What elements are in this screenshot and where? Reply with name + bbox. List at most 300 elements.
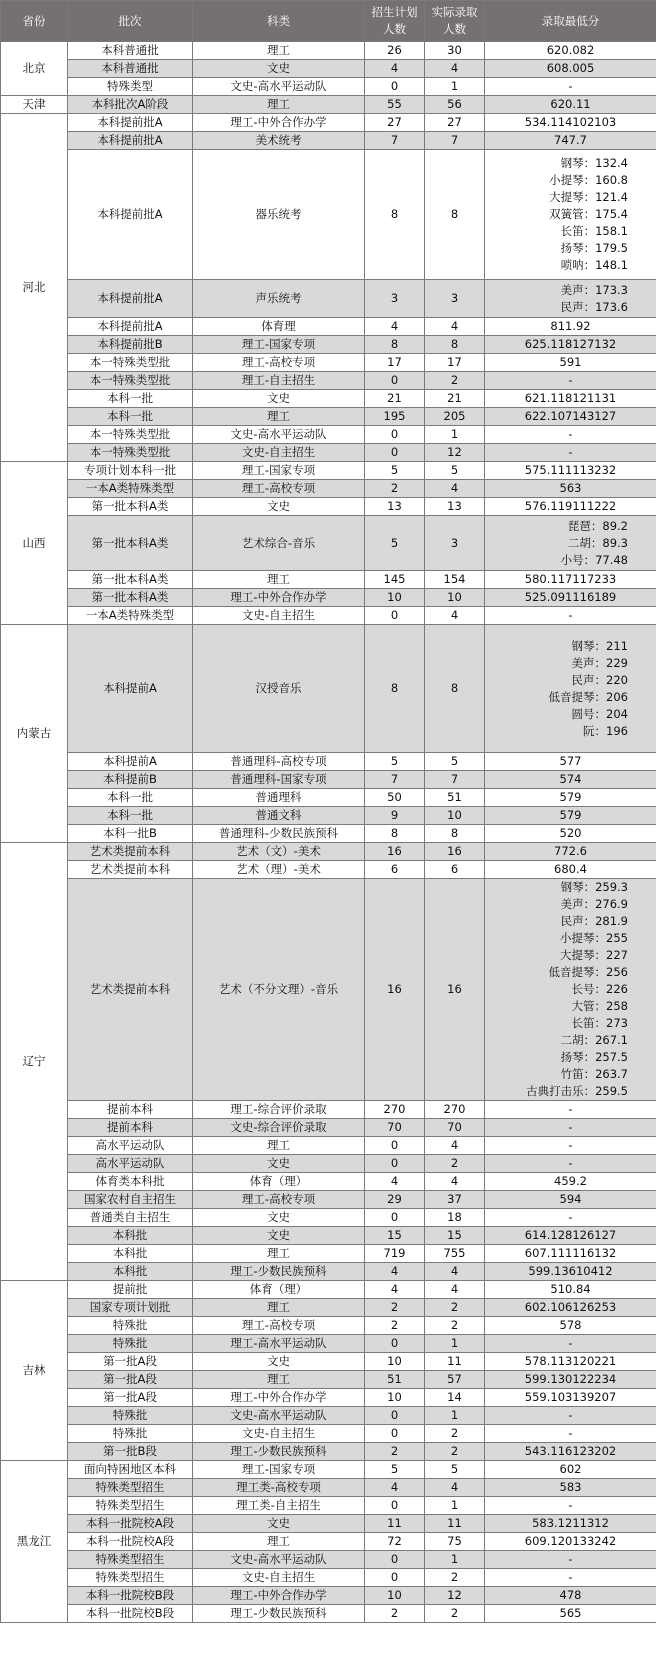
table-row xyxy=(1,1551,656,1569)
min-score-cell: 543.116123202 xyxy=(485,1443,656,1461)
actual-count-cell: 11 xyxy=(425,1515,485,1533)
batch-cell: 专项计划本科一批 xyxy=(68,462,193,480)
actual-count-cell: 6 xyxy=(425,861,485,879)
min-score-cell: 614.128126127 xyxy=(485,1227,656,1245)
category-cell: 理工-高校专项 xyxy=(193,480,365,498)
min-score-cell: 525.091116189 xyxy=(485,589,656,607)
batch-cell: 特殊批 xyxy=(68,1335,193,1353)
batch-cell: 本科一批 xyxy=(68,807,193,825)
category-cell: 文史-高水平运动队 xyxy=(193,78,365,96)
plan-count-cell: 26 xyxy=(365,42,425,60)
province-cell: 北京 xyxy=(1,42,68,96)
category-cell: 理工-高校专项 xyxy=(193,354,365,372)
instrument-score: 大提琴：121.4 xyxy=(549,190,628,204)
plan-count-cell: 10 xyxy=(365,1389,425,1407)
category-cell: 汉授音乐 xyxy=(193,625,365,753)
plan-count-cell: 0 xyxy=(365,426,425,444)
instrument-score: 低音提琴：256 xyxy=(548,965,628,979)
min-score-cell: - xyxy=(485,1119,656,1137)
instrument-score: 竹笛：263.7 xyxy=(560,1067,628,1081)
actual-count-cell: 5 xyxy=(425,1461,485,1479)
instrument-score: 美声：173.3 xyxy=(560,282,628,297)
category-cell: 理工 xyxy=(193,96,365,114)
actual-count-cell: 51 xyxy=(425,789,485,807)
batch-cell: 普通类自主招生 xyxy=(68,1209,193,1227)
batch-cell: 本一特殊类型批 xyxy=(68,372,193,390)
batch-cell: 一本A类特殊类型 xyxy=(68,480,193,498)
batch-cell: 第一批本科A类 xyxy=(68,498,193,516)
actual-count-cell: 4 xyxy=(425,1173,485,1191)
actual-count-cell: 16 xyxy=(425,843,485,861)
plan-count-cell: 6 xyxy=(365,861,425,879)
plan-count-cell: 0 xyxy=(365,607,425,625)
min-score-cell: 772.6 xyxy=(485,843,656,861)
actual-count-cell: 1 xyxy=(425,1551,485,1569)
actual-count-cell: 1 xyxy=(425,426,485,444)
table-row xyxy=(1,78,656,96)
batch-cell: 本科一批 xyxy=(68,789,193,807)
min-score-cell xyxy=(485,516,656,571)
category-cell: 文史-综合评价录取 xyxy=(193,1119,365,1137)
category-cell: 理工-国家专项 xyxy=(193,336,365,354)
category-cell: 理工-高水平运动队 xyxy=(193,1335,365,1353)
plan-count-cell: 719 xyxy=(365,1245,425,1263)
batch-cell: 高水平运动队 xyxy=(68,1137,193,1155)
min-score-cell: - xyxy=(485,1137,656,1155)
min-score-cell: 583 xyxy=(485,1479,656,1497)
plan-count-cell: 55 xyxy=(365,96,425,114)
instrument-score: 小提琴：160.8 xyxy=(549,173,628,187)
min-score-cell: 594 xyxy=(485,1191,656,1209)
actual-count-cell: 10 xyxy=(425,589,485,607)
min-score-cell xyxy=(485,150,656,280)
plan-count-cell: 4 xyxy=(365,1281,425,1299)
min-score-cell: - xyxy=(485,78,656,96)
category-cell: 理工类-自主招生 xyxy=(193,1497,365,1515)
instrument-score: 二胡：89.3 xyxy=(567,535,628,550)
batch-cell: 本科一批B xyxy=(68,825,193,843)
province-cell: 辽宁 xyxy=(1,843,68,1281)
min-score-cell: - xyxy=(485,1425,656,1443)
category-cell: 文史-高水平运动队 xyxy=(193,1551,365,1569)
category-cell: 普通理科-国家专项 xyxy=(193,771,365,789)
min-score-cell: 583.1211312 xyxy=(485,1515,656,1533)
category-cell: 理工-综合评价录取 xyxy=(193,1101,365,1119)
table-row xyxy=(1,1317,656,1335)
min-score-cell: 622.107143127 xyxy=(485,408,656,426)
actual-count-cell: 2 xyxy=(425,1425,485,1443)
min-score-cell: 577 xyxy=(485,753,656,771)
batch-cell: 第一批本科A类 xyxy=(68,589,193,607)
actual-count-cell: 3 xyxy=(425,516,485,571)
plan-count-cell: 145 xyxy=(365,571,425,589)
plan-count-cell: 21 xyxy=(365,390,425,408)
batch-cell: 国家农村自主招生 xyxy=(68,1191,193,1209)
plan-count-cell: 0 xyxy=(365,1551,425,1569)
actual-count-cell: 18 xyxy=(425,1209,485,1227)
table-row xyxy=(1,771,656,789)
category-cell: 理工 xyxy=(193,1533,365,1551)
plan-count-cell: 8 xyxy=(365,625,425,753)
min-score-cell: - xyxy=(485,1101,656,1119)
actual-count-cell: 30 xyxy=(425,42,485,60)
header-row xyxy=(1,1,656,42)
batch-cell: 本科普通批 xyxy=(68,60,193,78)
batch-cell: 本科普通批 xyxy=(68,42,193,60)
header-batch: 批次 xyxy=(68,1,193,42)
instrument-score: 小号：77.48 xyxy=(560,552,628,567)
category-cell: 器乐统考 xyxy=(193,150,365,280)
category-cell: 理工-自主招生 xyxy=(193,372,365,390)
plan-count-cell: 16 xyxy=(365,843,425,861)
category-cell: 文史 xyxy=(193,1155,365,1173)
table-row xyxy=(1,1425,656,1443)
table-row xyxy=(1,789,656,807)
batch-cell: 艺术类提前本科 xyxy=(68,879,193,1101)
batch-cell: 本科批 xyxy=(68,1227,193,1245)
batch-cell: 本一特殊类型批 xyxy=(68,444,193,462)
instrument-score: 扬琴：179.5 xyxy=(560,241,628,255)
category-cell: 理工 xyxy=(193,408,365,426)
table-row xyxy=(1,408,656,426)
category-cell: 理工-少数民族预科 xyxy=(193,1263,365,1281)
actual-count-cell: 4 xyxy=(425,60,485,78)
category-cell: 体育（理） xyxy=(193,1281,365,1299)
category-cell: 美术统考 xyxy=(193,132,365,150)
actual-count-cell: 56 xyxy=(425,96,485,114)
actual-count-cell: 14 xyxy=(425,1389,485,1407)
category-cell: 理工 xyxy=(193,1299,365,1317)
category-cell: 艺术（理）-美术 xyxy=(193,861,365,879)
batch-cell: 本科提前B xyxy=(68,771,193,789)
min-score-cell: 478 xyxy=(485,1587,656,1605)
plan-count-cell: 0 xyxy=(365,1407,425,1425)
table-row xyxy=(1,1605,656,1623)
category-cell: 文史 xyxy=(193,1353,365,1371)
table-row xyxy=(1,825,656,843)
min-score-cell: 579 xyxy=(485,789,656,807)
table-row xyxy=(1,1443,656,1461)
min-score-cell: 580.117117233 xyxy=(485,571,656,589)
min-score-cell: 607.111116132 xyxy=(485,1245,656,1263)
plan-count-cell: 72 xyxy=(365,1533,425,1551)
min-score-cell: 459.2 xyxy=(485,1173,656,1191)
table-row xyxy=(1,1263,656,1281)
header-plan: 招生计划人数 xyxy=(365,1,425,42)
table-row xyxy=(1,60,656,78)
min-score-cell: 602.106126253 xyxy=(485,1299,656,1317)
table-row xyxy=(1,150,656,280)
min-score-cell: - xyxy=(485,1497,656,1515)
table-row xyxy=(1,1173,656,1191)
plan-count-cell: 5 xyxy=(365,462,425,480)
min-score-cell: 599.130122234 xyxy=(485,1371,656,1389)
plan-count-cell: 17 xyxy=(365,354,425,372)
plan-count-cell: 9 xyxy=(365,807,425,825)
category-cell: 文史-高水平运动队 xyxy=(193,1407,365,1425)
batch-cell: 本科提前批A xyxy=(68,150,193,280)
instrument-score: 民声：281.9 xyxy=(560,914,628,928)
actual-count-cell: 13 xyxy=(425,498,485,516)
actual-count-cell: 2 xyxy=(425,1317,485,1335)
actual-count-cell: 2 xyxy=(425,1605,485,1623)
actual-count-cell: 755 xyxy=(425,1245,485,1263)
plan-count-cell: 29 xyxy=(365,1191,425,1209)
category-cell: 体育（理） xyxy=(193,1173,365,1191)
table-body xyxy=(1,42,656,1623)
category-cell: 普通理科-高校专项 xyxy=(193,753,365,771)
instrument-score: 长笛：273 xyxy=(571,1016,628,1030)
min-score-cell: 599.13610412 xyxy=(485,1263,656,1281)
plan-count-cell: 0 xyxy=(365,1335,425,1353)
instrument-score: 钢琴：132.4 xyxy=(560,156,628,170)
category-cell: 理工-国家专项 xyxy=(193,1461,365,1479)
batch-cell: 本科一批院校B段 xyxy=(68,1605,193,1623)
min-score-cell: - xyxy=(485,1335,656,1353)
actual-count-cell: 12 xyxy=(425,444,485,462)
actual-count-cell: 154 xyxy=(425,571,485,589)
actual-count-cell: 205 xyxy=(425,408,485,426)
actual-count-cell: 4 xyxy=(425,318,485,336)
batch-cell: 体育类本科批 xyxy=(68,1173,193,1191)
category-cell: 声乐统考 xyxy=(193,280,365,318)
instrument-score: 民声：173.6 xyxy=(560,299,628,314)
plan-count-cell: 4 xyxy=(365,1173,425,1191)
batch-cell: 本科批次A阶段 xyxy=(68,96,193,114)
actual-count-cell: 1 xyxy=(425,1335,485,1353)
actual-count-cell: 4 xyxy=(425,1263,485,1281)
table-row xyxy=(1,1155,656,1173)
instrument-score: 钢琴：211 xyxy=(571,638,628,653)
min-score-cell: 520 xyxy=(485,825,656,843)
batch-cell: 本科批 xyxy=(68,1263,193,1281)
table-row xyxy=(1,1515,656,1533)
instrument-score: 民声：220 xyxy=(571,672,628,687)
batch-cell: 本科提前A xyxy=(68,753,193,771)
plan-count-cell: 4 xyxy=(365,1479,425,1497)
actual-count-cell: 1 xyxy=(425,78,485,96)
table-row xyxy=(1,807,656,825)
batch-cell: 提前批 xyxy=(68,1281,193,1299)
instrument-score: 美声：276.9 xyxy=(560,897,628,911)
category-cell: 普通文科 xyxy=(193,807,365,825)
min-score-cell xyxy=(485,280,656,318)
category-cell: 文史 xyxy=(193,60,365,78)
table-row xyxy=(1,589,656,607)
actual-count-cell: 57 xyxy=(425,1371,485,1389)
min-score-cell: 574 xyxy=(485,771,656,789)
instrument-score: 钢琴：259.3 xyxy=(560,880,628,894)
table-row xyxy=(1,1227,656,1245)
table-row xyxy=(1,480,656,498)
table-row xyxy=(1,462,656,480)
table-row xyxy=(1,132,656,150)
batch-cell: 本科提前批B xyxy=(68,336,193,354)
instrument-score: 长笛：158.1 xyxy=(560,224,628,238)
min-score-cell xyxy=(485,879,656,1101)
plan-count-cell: 50 xyxy=(365,789,425,807)
plan-count-cell: 10 xyxy=(365,1353,425,1371)
min-score-cell: 602 xyxy=(485,1461,656,1479)
table-row xyxy=(1,1101,656,1119)
batch-cell: 艺术类提前本科 xyxy=(68,861,193,879)
category-cell: 理工 xyxy=(193,571,365,589)
batch-cell: 第一批A段 xyxy=(68,1389,193,1407)
table-row xyxy=(1,280,656,318)
category-cell: 文史 xyxy=(193,1209,365,1227)
category-cell: 理工 xyxy=(193,1371,365,1389)
header-min-score: 录取最低分 xyxy=(485,1,656,42)
plan-count-cell: 5 xyxy=(365,753,425,771)
batch-cell: 本科提前批A xyxy=(68,280,193,318)
actual-count-cell: 5 xyxy=(425,462,485,480)
category-cell: 文史 xyxy=(193,1227,365,1245)
min-score-cell: 747.7 xyxy=(485,132,656,150)
min-score-cell: 621.118121131 xyxy=(485,390,656,408)
table-row xyxy=(1,843,656,861)
plan-count-cell: 2 xyxy=(365,1605,425,1623)
min-score-cell: 563 xyxy=(485,480,656,498)
table-row xyxy=(1,1209,656,1227)
min-score-cell: 565 xyxy=(485,1605,656,1623)
actual-count-cell: 7 xyxy=(425,132,485,150)
plan-count-cell: 10 xyxy=(365,1587,425,1605)
province-cell: 吉林 xyxy=(1,1281,68,1461)
actual-count-cell: 8 xyxy=(425,825,485,843)
plan-count-cell: 0 xyxy=(365,78,425,96)
min-score-cell: 576.119111222 xyxy=(485,498,656,516)
plan-count-cell: 0 xyxy=(365,444,425,462)
min-score-cell: 575.111113232 xyxy=(485,462,656,480)
batch-cell: 本一特殊类型批 xyxy=(68,354,193,372)
category-cell: 理工-中外合作办学 xyxy=(193,114,365,132)
batch-cell: 第一批B段 xyxy=(68,1443,193,1461)
instrument-score: 双簧管：175.4 xyxy=(549,207,628,221)
table-row xyxy=(1,1587,656,1605)
plan-count-cell: 2 xyxy=(365,1443,425,1461)
table-row xyxy=(1,1335,656,1353)
min-score-cell: 578 xyxy=(485,1317,656,1335)
province-cell: 内蒙古 xyxy=(1,625,68,843)
category-cell: 理工-高校专项 xyxy=(193,1191,365,1209)
province-cell: 天津 xyxy=(1,96,68,114)
batch-cell: 第一批A段 xyxy=(68,1371,193,1389)
batch-cell: 本科批 xyxy=(68,1245,193,1263)
plan-count-cell: 2 xyxy=(365,480,425,498)
province-cell: 山西 xyxy=(1,462,68,625)
min-score-cell: 579 xyxy=(485,807,656,825)
table-row xyxy=(1,753,656,771)
batch-cell: 第一批本科A类 xyxy=(68,571,193,589)
category-cell: 文史-自主招生 xyxy=(193,1425,365,1443)
table-row xyxy=(1,42,656,60)
plan-count-cell: 8 xyxy=(365,336,425,354)
plan-count-cell: 70 xyxy=(365,1119,425,1137)
plan-count-cell: 15 xyxy=(365,1227,425,1245)
plan-count-cell: 10 xyxy=(365,589,425,607)
min-score-cell: 559.103139207 xyxy=(485,1389,656,1407)
min-score-cell: 578.113120221 xyxy=(485,1353,656,1371)
min-score-cell: - xyxy=(485,1155,656,1173)
actual-count-cell: 4 xyxy=(425,607,485,625)
instrument-score: 扬琴：257.5 xyxy=(560,1050,628,1064)
plan-count-cell: 5 xyxy=(365,516,425,571)
batch-cell: 本科一批 xyxy=(68,408,193,426)
table-row xyxy=(1,1533,656,1551)
batch-cell: 本一特殊类型批 xyxy=(68,426,193,444)
batch-cell: 特殊批 xyxy=(68,1407,193,1425)
batch-cell: 特殊类型招生 xyxy=(68,1569,193,1587)
plan-count-cell: 0 xyxy=(365,1137,425,1155)
batch-cell: 本科提前A xyxy=(68,625,193,753)
table-row xyxy=(1,390,656,408)
plan-count-cell: 7 xyxy=(365,771,425,789)
plan-count-cell: 0 xyxy=(365,1569,425,1587)
plan-count-cell: 4 xyxy=(365,1263,425,1281)
table-row xyxy=(1,1299,656,1317)
batch-cell: 本科一批 xyxy=(68,390,193,408)
min-score-cell xyxy=(485,625,656,753)
batch-cell: 面向特困地区本科 xyxy=(68,1461,193,1479)
table-row xyxy=(1,1371,656,1389)
category-cell: 艺术综合-音乐 xyxy=(193,516,365,571)
actual-count-cell: 2 xyxy=(425,1299,485,1317)
province-cell: 黑龙江 xyxy=(1,1461,68,1623)
actual-count-cell: 11 xyxy=(425,1353,485,1371)
plan-count-cell: 5 xyxy=(365,1461,425,1479)
table-row xyxy=(1,1497,656,1515)
plan-count-cell: 16 xyxy=(365,879,425,1101)
category-cell: 理工 xyxy=(193,42,365,60)
category-cell: 理工 xyxy=(193,1137,365,1155)
province-cell: 河北 xyxy=(1,114,68,462)
min-score-cell: 510.84 xyxy=(485,1281,656,1299)
category-cell: 普通理科 xyxy=(193,789,365,807)
category-cell: 理工-少数民族预科 xyxy=(193,1443,365,1461)
category-cell: 文史-自主招生 xyxy=(193,444,365,462)
min-score-cell: 609.120133242 xyxy=(485,1533,656,1551)
table-row xyxy=(1,571,656,589)
category-cell: 文史-高水平运动队 xyxy=(193,426,365,444)
batch-cell: 提前本科 xyxy=(68,1101,193,1119)
table-row xyxy=(1,607,656,625)
table-row xyxy=(1,625,656,753)
min-score-cell: - xyxy=(485,372,656,390)
batch-cell: 特殊批 xyxy=(68,1425,193,1443)
min-score-cell: - xyxy=(485,1569,656,1587)
plan-count-cell: 11 xyxy=(365,1515,425,1533)
category-cell: 文史 xyxy=(193,498,365,516)
batch-cell: 提前本科 xyxy=(68,1119,193,1137)
table-row xyxy=(1,444,656,462)
table-row xyxy=(1,426,656,444)
actual-count-cell: 1 xyxy=(425,1407,485,1425)
table-row xyxy=(1,372,656,390)
batch-cell: 一本A类特殊类型 xyxy=(68,607,193,625)
batch-cell: 第一批本科A类 xyxy=(68,516,193,571)
min-score-cell: - xyxy=(485,426,656,444)
category-cell: 理工-中外合作办学 xyxy=(193,1389,365,1407)
category-cell: 文史-自主招生 xyxy=(193,1569,365,1587)
actual-count-cell: 5 xyxy=(425,753,485,771)
plan-count-cell: 2 xyxy=(365,1299,425,1317)
actual-count-cell: 15 xyxy=(425,1227,485,1245)
table-row xyxy=(1,1191,656,1209)
category-cell: 体育理 xyxy=(193,318,365,336)
batch-cell: 本科一批院校A段 xyxy=(68,1515,193,1533)
batch-cell: 国家专项计划批 xyxy=(68,1299,193,1317)
table-row xyxy=(1,1389,656,1407)
